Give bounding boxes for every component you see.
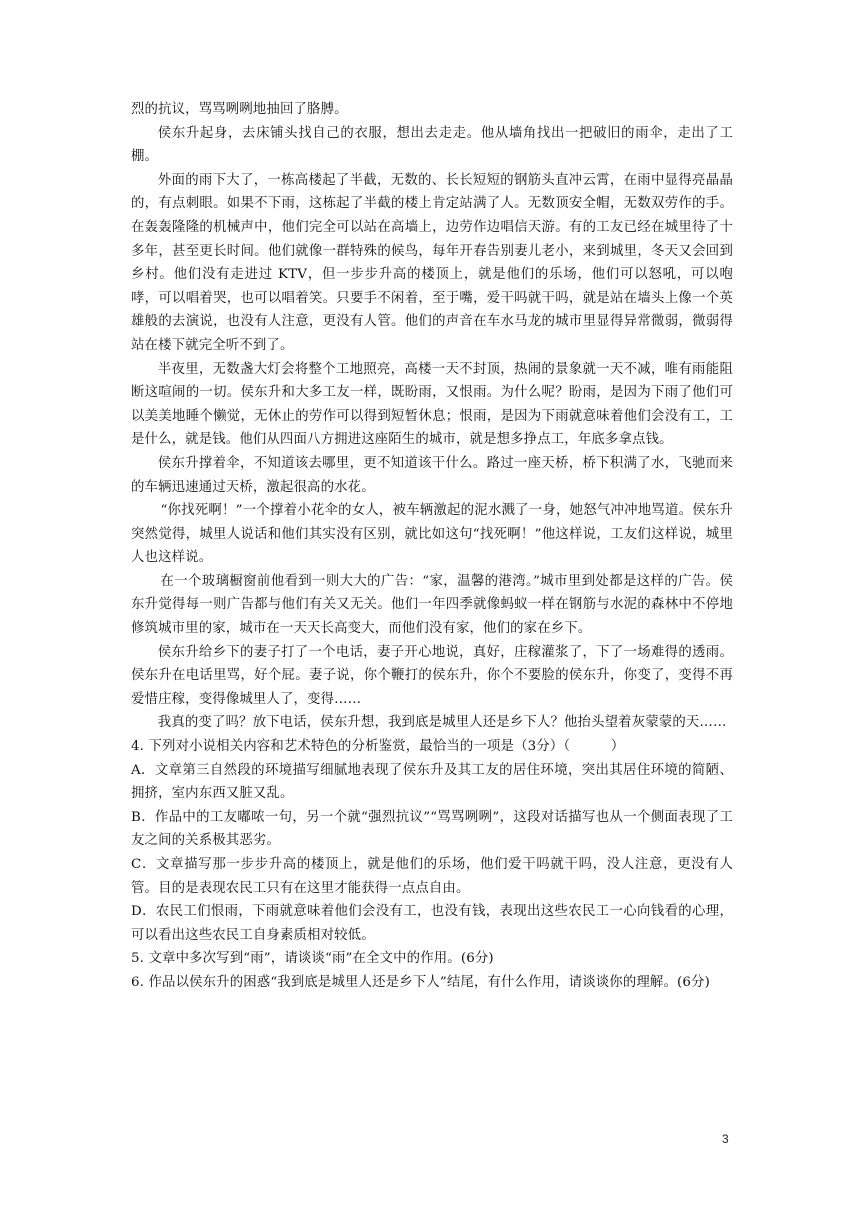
- paragraph-2: 侯东升起身，去床铺头找自己的衣服，想出去走走。他从墙角找出一把破旧的雨伞，走出了工棚。: [131, 125, 733, 165]
- question-4-option-c: C．文章描写那一步步升高的楼顶上，就是他们的乐场，他们爱干吗就干吗，没人注意，更没有人管。目的是表现农民工只有在这里才能获得一点点自由。: [131, 857, 733, 896]
- paragraph-8: 侯东升给乡下的妻子打了一个电话，妻子开心地说，真好，庄稼灌浆了，下了一场难得的透雨。侯东升在电话里骂，好个屁。妻子说，你个鞭打的侯东升，你个不要脸的侯东升，你变了，变得不再爱惜庄稼，变得像城里人了，变得……: [131, 644, 733, 707]
- document-body: [131, 98, 733, 995]
- paragraph-6: “你找死啊！”一个撑着小花伞的女人，被车辆激起的泥水溅了一身，她怒气冲冲地骂道。侯东升突然觉得，城里人说话和他们其实没有区别，就比如这句“找死啊！”他这样说，工友们这样说，城里人也这样说。: [131, 503, 733, 566]
- paragraph-5: 侯东升撑着伞，不知道该去哪里，更不知道该干什么。路过一座天桥，桥下积满了水，飞驰而来的车辆迅速通过天桥，激起很高的水花。: [131, 455, 733, 495]
- question-4-option-b: B．作品中的工友嘟哝一句，另一个就“强烈抗议”“骂骂咧咧”，这段对话描写也从一个侧面表现了工友之间的关系极其恶劣。: [131, 809, 733, 849]
- paragraph-7: 在一个玻璃橱窗前他看到一则大大的广告：“家，温馨的港湾。”城市里到处都是这样的广告。侯东升觉得每一则广告都与他们有关又无关。他们一年四季就像蚂蚁一样在钢筋与水泥的森林中不停地修筑城市里的家，城市在一天天长高变大，而他们没有家，他们的家在乡下。: [131, 573, 733, 637]
- question-5: 5. 文章中多次写到“雨”，请谈谈“雨”在全文中的作用。(6分): [131, 951, 494, 967]
- question-4-option-a: A．文章第三自然段的环境描写细腻地表现了侯东升及其工友的居住环境，突出其居住环境的简陋、拥挤，室内东西又脏又乱。: [131, 762, 733, 802]
- paragraph-9: 我真的变了吗？放下电话，侯东升想，我到底是城里人还是乡下人？他抬头望着灰蒙蒙的天……: [157, 715, 727, 731]
- paragraph-3: 外面的雨下大了，一栋高楼起了半截，无数的、长长短短的钢筋头直冲云霄，在雨中显得亮晶晶的，有点刺眼。如果不下雨，这栋起了半截的楼上肯定站满了人。无数顶安全帽，无数双劳作的手。在轰轰隆隆的机械声中，他们完全可以站在高墙上，边劳作边唱信天游。有的工友已经在城里待了十多年，甚至更长时间。他们就像一群特殊的候鸟，每年开春告别妻儿老小，来到城里，冬天又会回到乡村。他们没有走进过 KTV，但一步步升高的楼顶上，就是他们的乐场，他们可以怒吼，可以咆哮，可以唱着哭，也可以唱着笑。只要手不闲着，至于嘴，爱干吗就干吗，就是站在墙头上像一个英雄般的去演说，也没有人注意，更没有人管。他们的声音在车水马龙的城市里显得异常微弱，微弱得站在楼下就完全听不到了。: [131, 172, 733, 353]
- page-number: 3: [722, 1132, 729, 1146]
- question-4-option-d: D．农民工们恨雨，下雨就意味着他们会没有工，也没有钱，表现出这些农民工一心向钱看的心理，可以看出这些农民工自身素质相对较低。: [131, 904, 733, 943]
- paragraph-1: 烈的抗议，骂骂咧咧地抽回了胳膊。: [131, 102, 348, 117]
- question-4: 4. 下列对小说相关内容和艺术特色的分析鉴赏，最恰当的一项是（3分）（ ）: [131, 739, 625, 755]
- paragraph-4: 半夜里，无数盏大灯会将整个工地照亮，高楼一天不封顶，热闹的景象就一天不减，唯有雨能阻断这喧闹的一切。侯东升和大多工友一样，既盼雨，又恨雨。为什么呢？盼雨，是因为下雨了他们可以美美地睡个懒觉，无休止的劳作可以得到短暂休息；恨雨，是因为下雨就意味着他们会没有工，工是什么，就是钱。他们从四面八方拥进这座陌生的城市，就是想多挣点工，年底多拿点钱。: [131, 361, 733, 448]
- question-6: 6. 作品以侯东升的困惑“我到底是城里人还是乡下人”结尾，有什么作用，请谈谈你的理解。(6分): [131, 974, 710, 990]
